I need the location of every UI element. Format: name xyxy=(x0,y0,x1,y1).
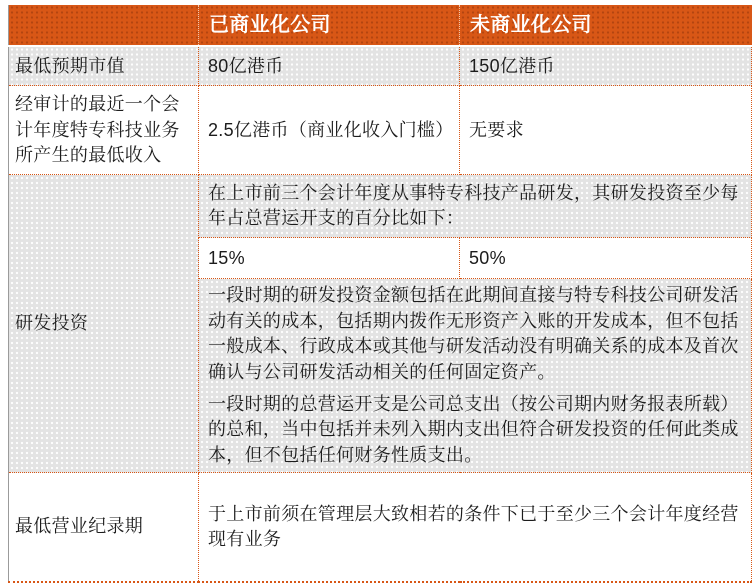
header-blank-cell xyxy=(9,5,199,46)
header-non-commercialized: 未商业化公司 xyxy=(460,5,752,46)
row-min-market-cap xyxy=(9,46,752,86)
row-label-rd-investment: 研发投资 xyxy=(9,175,199,473)
rd-note-definition: 一段时期的研发投资金额包括在此期间直接与特专科技公司研发活动有关的成本，包括期内拨作无形资产入账的开发成本，但不包括一般成本、行政成本或其他与研发活动没有明确关系的成本及首次确认与公司研发活动相关的任何固定资产。 xyxy=(208,285,739,383)
header-commercialized: 已商业化公司 xyxy=(199,5,460,46)
cell-rd-notes xyxy=(199,279,752,473)
row-label-min-market-cap: 最低预期市值 xyxy=(9,46,199,86)
cell-track-record-value: 于上市前须在管理层大致相若的条件下已于至少三个会计年度经营现有业务 xyxy=(199,473,752,583)
row-rd-investment-intro xyxy=(9,175,752,238)
header-row xyxy=(9,5,752,46)
listing-requirements-table xyxy=(8,5,752,583)
row-track-record xyxy=(9,473,752,583)
cell-rd-pct-non-commercialized: 50% xyxy=(460,238,752,279)
row-label-min-revenue: 经审计的最近一个会计年度特专科技业务所产生的最低收入 xyxy=(9,86,199,175)
row-label-track-record: 最低营业纪录期 xyxy=(9,473,199,583)
cell-revenue-non-commercialized: 无要求 xyxy=(460,86,752,175)
cell-market-cap-non-commercialized: 150亿港币 xyxy=(460,46,752,86)
cell-rd-intro: 在上市前三个会计年度从事特专科技产品研发，其研发投资至少每年占总营运开支的百分比如下： xyxy=(199,175,752,238)
cell-rd-pct-commercialized: 15% xyxy=(199,238,460,279)
rd-note-opex: 一段时期的总营运开支是公司总支出（按公司期内财务报表所载）的总和，当中包括并未列入期内支出但符合研发投资的任何此类成本，但不包括任何财务性质支出。 xyxy=(208,393,739,465)
row-min-revenue xyxy=(9,86,752,175)
cell-market-cap-commercialized: 80亿港币 xyxy=(199,46,460,86)
cell-revenue-commercialized: 2.5亿港币（商业化收入门槛） xyxy=(199,86,460,175)
